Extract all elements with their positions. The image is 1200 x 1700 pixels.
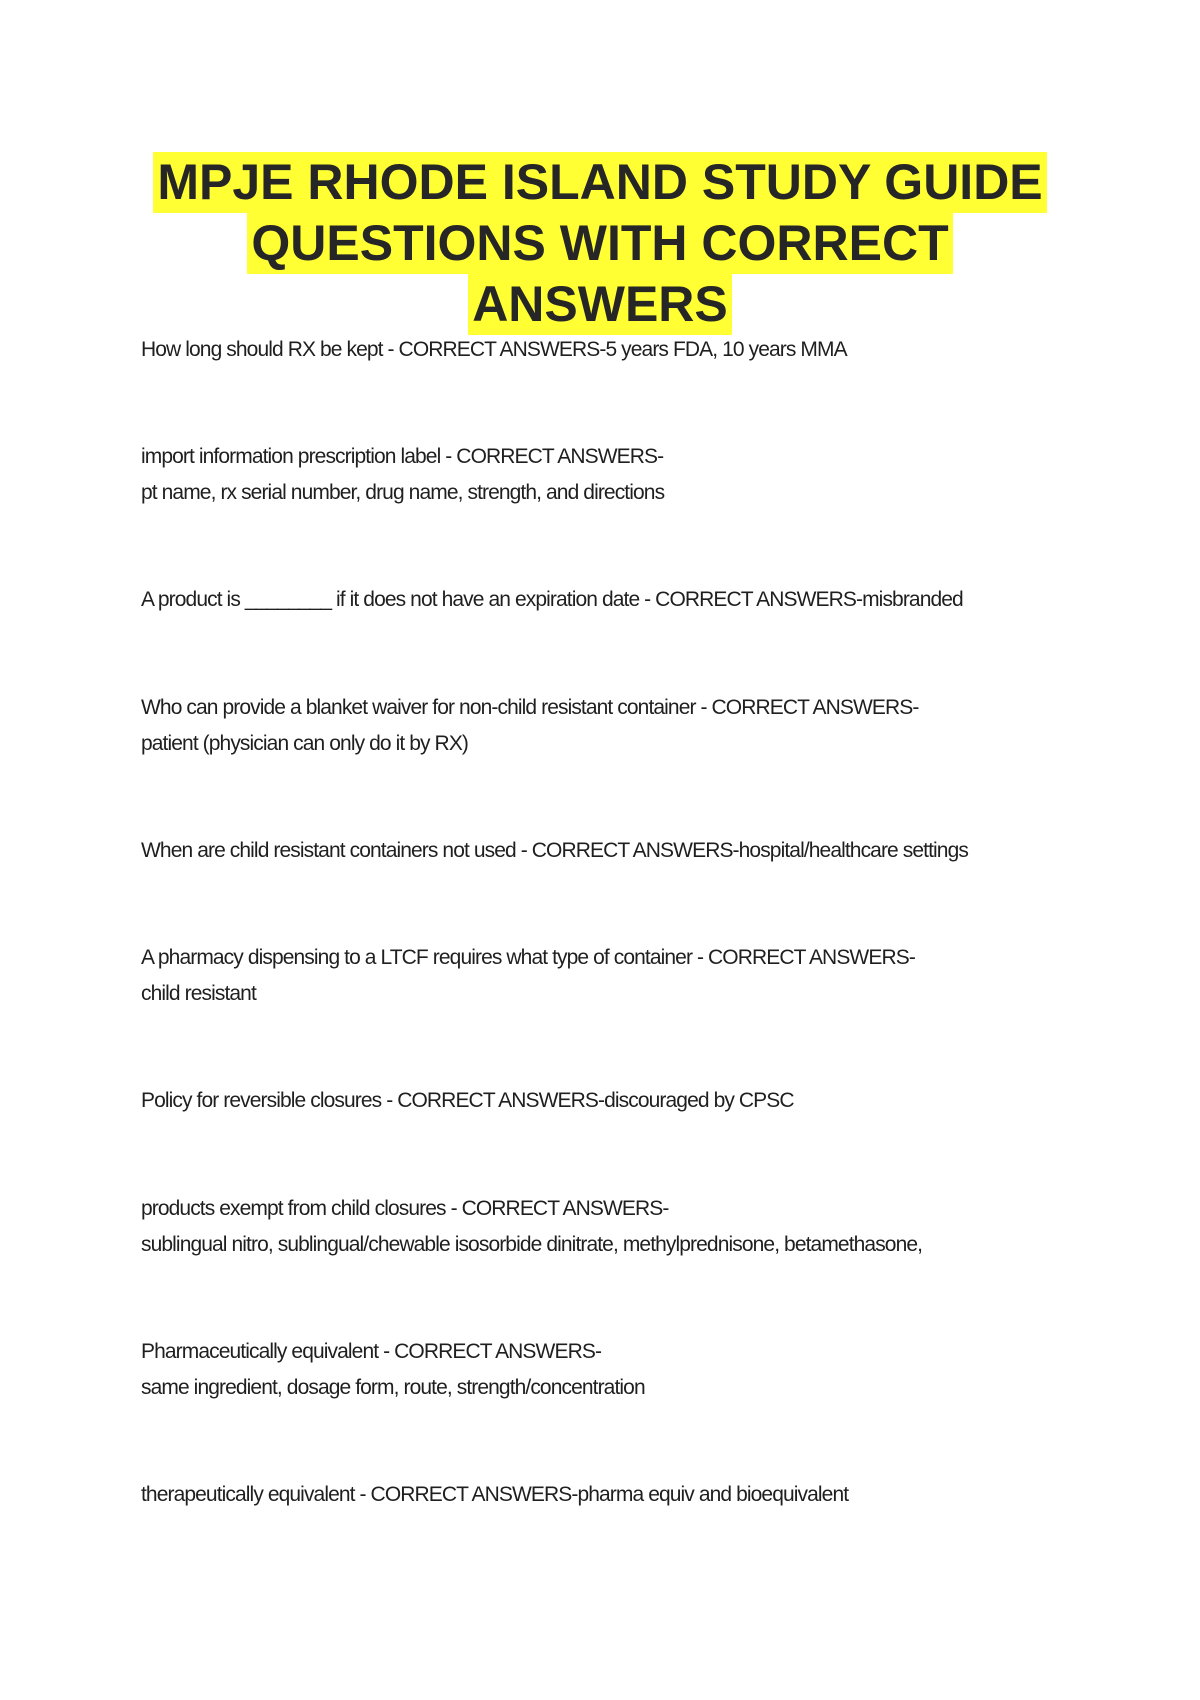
qa-text: Pharmaceutically equivalent - CORRECT ANSWERS-	[141, 1340, 602, 1363]
document-title	[100, 152, 1100, 335]
qa-text: A product is ________ if it does not have an expiration date - CORRECT ANSWERS-misbranded	[141, 588, 963, 611]
qa-item-9	[141, 1334, 1071, 1406]
qa-text: child resistant	[141, 982, 256, 1005]
qa-item-4	[141, 690, 1071, 762]
qa-text: Who can provide a blanket waiver for non-child resistant container - CORRECT ANSWERS-	[141, 696, 919, 719]
qa-item-7	[141, 1083, 1071, 1119]
qa-item-5	[141, 833, 1071, 869]
qa-text: Policy for reversible closures - CORRECT ANSWERS-discouraged by CPSC	[141, 1089, 794, 1112]
qa-item-3	[141, 582, 1071, 618]
title-line-3: ANSWERS	[468, 274, 732, 335]
qa-text: patient (physician can only do it by RX)	[141, 732, 469, 755]
qa-text: therapeutically equivalent - CORRECT ANSWERS-pharma equiv and bioequivalent	[141, 1483, 849, 1506]
qa-item-10	[141, 1477, 1071, 1513]
qa-item-6	[141, 940, 1071, 1012]
qa-text: When are child resistant containers not used - CORRECT ANSWERS-hospital/healthcare settings	[141, 839, 968, 862]
qa-text: sublingual nitro, sublingual/chewable isosorbide dinitrate, methylprednisone, betamethasone,	[141, 1233, 923, 1256]
qa-item-8	[141, 1191, 1071, 1263]
qa-item-2	[141, 439, 1071, 511]
qa-item-1	[141, 332, 1071, 368]
qa-text: How long should RX be kept - CORRECT ANSWERS-5 years FDA, 10 years MMA	[141, 338, 847, 361]
qa-text: same ingredient, dosage form, route, strength/concentration	[141, 1376, 645, 1399]
qa-text: A pharmacy dispensing to a LTCF requires what type of container - CORRECT ANSWERS-	[141, 946, 915, 969]
qa-text: products exempt from child closures - CORRECT ANSWERS-	[141, 1197, 669, 1220]
qa-text: pt name, rx serial number, drug name, strength, and directions	[141, 481, 665, 504]
title-line-1: MPJE RHODE ISLAND STUDY GUIDE	[153, 152, 1046, 213]
title-line-2: QUESTIONS WITH CORRECT	[247, 213, 952, 274]
qa-text: import information prescription label - CORRECT ANSWERS-	[141, 445, 664, 468]
